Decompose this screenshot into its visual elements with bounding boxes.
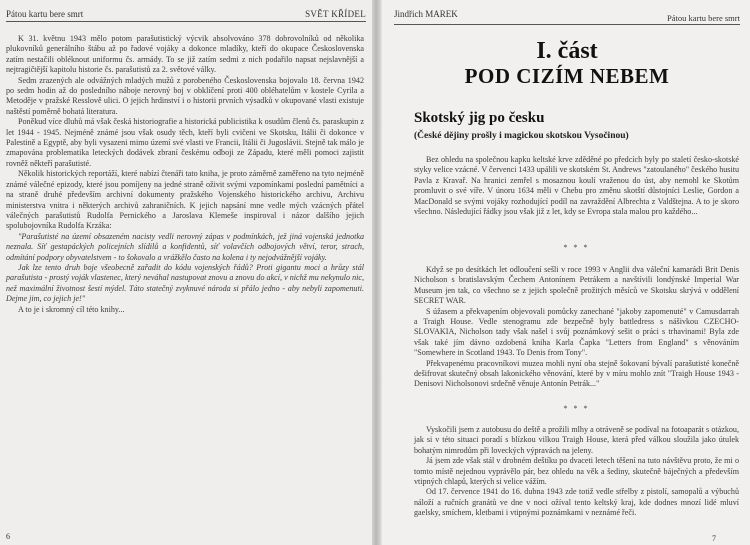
left-page-number: 6 — [6, 532, 10, 541]
right-page — [382, 0, 750, 545]
right-header-rule — [394, 24, 740, 25]
section-title: Skotský jig po česku — [414, 110, 545, 126]
right-paragraph: Když se po desítkách let odloučení sešli v roce 1993 v Anglii dva váleční kamarádi Brit Denis Nicholson s bratislavským Čechem Antonínem Petrákem a navštívili londýnské Imperial War Museum jen tak, co všechno se z jejich společně prožitých měsíců ve Skotsku skrývá v oddělení SECRET WAR. — [414, 265, 739, 306]
right-paragraph: Od 17. července 1941 do 16. dubna 1943 zde totiž vedle střelby z pistolí, samopalů a výbuchů náloží a ručních granátů ve dne v noci ožíval tento keltský kraj, kde dodnes mnozí lidé mluví gaelsky, smíchem, kletbami i vtipnými poznámkami v neznámé řeči. — [414, 487, 739, 518]
right-block-3 — [414, 425, 739, 519]
right-paragraph: Já jsem zde však stál v drobném deštíku po dvaceti letech těšení na tuto návštěvu proto, že mi o tomto místě nejednou vyprávělo pár, bez ohledu na věk a šediny, skutečně báječných a především vtipných chlapů, kterých si velice vážím. — [414, 456, 739, 487]
right-paragraph: S úžasem a překvapením objevovali pomůcky zanechané "jakoby zapomenuté" v Camusdarrah a Traigh House. Vedle stenogramu zde bezpečně byly battledress s nášivkou CZECHO-SLOVAKIA, Nicholson tady však našel i svůj poznámkový sešit o práci s trhavinami! Byla zde však také jím dávno ozdobená kniha Karla Čapka "Letters from England" s věnováním "Somewhere in Scotland 1943. To Denis from Tony". — [414, 306, 739, 358]
right-block-1 — [414, 155, 739, 217]
left-running-head-title: Pátou kartu bere smrt — [6, 9, 84, 19]
section-separator: * * * — [563, 404, 590, 413]
right-paragraph: Překvapenému pracovníkovi muzea mohli nyní oba stejně šokovaní bývalí parašutisté konečně dešifrovat skutečný obsah lakonického věnování, které by v míru mohlo znít "Traigh House 1943 - Denisovi Nicholsonovi srdečně věnuje Antonín Petrák..." — [414, 358, 739, 389]
right-running-head-author: Jindřich MAREK — [394, 9, 458, 19]
section-subtitle: (České dějiny prošly i magickou skotskou Vysočinou) — [414, 131, 629, 141]
part-label: I. část — [536, 38, 598, 64]
left-quote-continued: Jak lze tento druh boje všeobecně zařadit do kódu vojenských řádů? Proti gigantu moci a hrůzy stál parašutista - prostý voják vlastenec, který neváhal nastupovat znovu a znovu do akcí, v nichž mu nekynulo nic, než maximální životnost šestí mýdel. Táto statečný zvyknuvé národa si přálo jedno - aby nebyli zapomenuti. Dejme jim, co jejich je!" — [6, 262, 364, 304]
left-paragraph: Sedm zrazených ale odvážných mladých mužů z porobeného Československa bojovalo 18. června 1942 po sedm hodin až do posledního náboje nerovný boj v obklíčení proti 400 obléhatelům v kostele Cyrila a Metoděje v pražské Resslově ulici. O jejich hrdinství i o historii prvních výsadků v okupované vlasti existuje naštěstí poměrně bohatá literatura. — [6, 75, 364, 116]
left-paragraph: Poněkud více dluhů má však česká historiografie a historická publicistika k osudům členů čs. paraskupin z let 1944 - 1945. Nejméně známé jsou však osudy těch, kteří byli cvičeni ve Skotsku, Itálii či dokonce v Palestině a Egyptě, aby byli vysazeni mimo území své vlasti ve Francii, Itálii či Jugoslávii. Stejně tak málo je zmapována problematika leteckých dodávek zbraní českému odboji ze Západu, které měli pomoci zajistit rovněž někteří parašutisté. — [6, 117, 364, 168]
left-quote: "Parašutisté na území obsazeném nacisty vedli nerovný zápas v podmínkách, jež jiná vojenská jednotka neznala. Síť gestapáckých policejních slídilů a konfidentů, síť volavčích odbojových větví, teror, strach, odmítání podpory obyvatelstvem - to šokovalo a vrážkělo často na kolena i ty nejodvážnější vojáky. — [6, 231, 364, 262]
part-title: POD CIZÍM NEBEM — [464, 64, 670, 88]
right-paragraph: Bez ohledu na společnou kapku keltské krve zděděné po předcích byly po staletí česko-skotské styky velice vzácné. V červenci 1433 upálili ve skotském St. Andrews "zatoulaného" českého husitu Pavla z Kravař. Na hranici zemřel s mosaznou koulí vraženou do úst, aby nemohl ke Skotům promluvit o své víře. V únoru 1634 měli v Chebu pro změnu skotští důstojníci Leslie, Gordon a MacDonald se svými vojáky rozhodující podíl na zavraždění Albrechta z Valdštejna. A to je skoro všechno. Následující řádky jsou však již z let, kdy se Evropa stala malou pro každého... — [414, 155, 739, 217]
left-body-text — [6, 34, 364, 315]
right-paragraph: Vyskočili jsem z autobusu do deště a prožili mlhy a otráveně se podíval na fotoaparát s otázkou, jak si v této situaci poradí s blízkou vilkou Traigh House, která před válkou sloužila jako útulek bohatým nimrodům při loveckých výpravách na jeleny. — [414, 425, 739, 455]
left-header-rule — [6, 21, 366, 22]
left-running-head-series: SVĚT KŘÍDEL — [305, 9, 366, 19]
left-closing: A to je i skromný cíl této knihy... — [18, 304, 125, 314]
section-separator: * * * — [563, 243, 590, 252]
right-block-2 — [414, 265, 739, 390]
left-paragraph: Několik historických reportáží, které nabízí čtenáři tato kniha, je proto záměrně zaměřeno na tyto nejméně známé válečné epizody, které jsou pomíjeny na jedné straně oživit svými vzpomínkami poslední pamětníci a na straně druhé především archivní dokumenty pražského Vojenského historického archivu, Archivu ministerstva vnitra i některých archivů zahraničních. K jejich napsání mne vedle mých vzácných přátel válečných parašutistů Rudolfa Pernického a Jaroslava Klemeše inspiroval i názor dalšího jejich spolubojovníka Rudolfa Krzáka: — [6, 169, 364, 231]
left-page — [0, 0, 372, 545]
book-gutter — [372, 0, 382, 545]
right-running-head-title: Pátou kartu bere smrt — [667, 13, 740, 23]
left-paragraph: K 31. květnu 1943 mělo potom parašutistický výcvik absolvováno 378 dobrovolníků od několika plukovníků generálního štábu až po řadové vojáky a dokonce mladíky, kteří do okupace Československa zatím nestačili obléknout uniformu čs. armády. To se již zatím sedmi z nich podařilo napsat nejslavnější a nejtragičtější kapitolu historie čs. parašutistů za 2. světové války. — [6, 34, 364, 75]
right-page-number: 7 — [712, 534, 716, 543]
